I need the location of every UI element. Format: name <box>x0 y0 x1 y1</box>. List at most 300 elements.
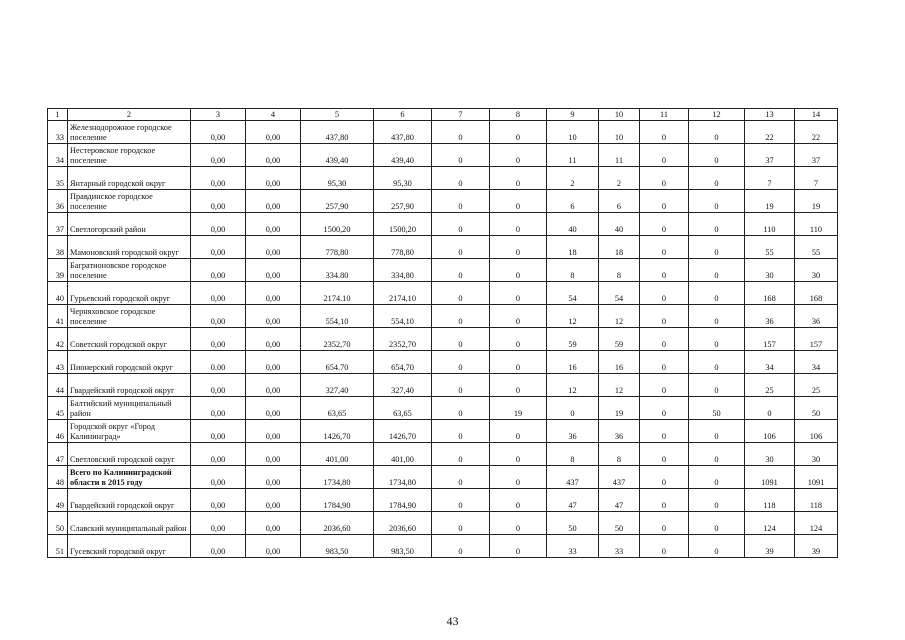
municipality-name: Городской округ «Город Калининград» <box>68 420 191 443</box>
table-cell: 0 <box>490 167 547 190</box>
table-cell: 0,00 <box>191 328 246 351</box>
municipality-name: Балтийский муниципальный район <box>68 397 191 420</box>
table-cell: 55 <box>745 236 795 259</box>
table-cell: 110 <box>795 213 838 236</box>
table-cell: 0,00 <box>246 466 301 489</box>
table-cell: 8 <box>547 443 599 466</box>
table-cell: 0 <box>640 305 689 328</box>
table-cell: 0,00 <box>246 167 301 190</box>
table-row <box>48 328 838 351</box>
table-cell: 50 <box>547 512 599 535</box>
table-cell: 0 <box>640 374 689 397</box>
municipality-name: Гурьевский городской округ <box>68 282 191 305</box>
table-cell: 0,00 <box>246 374 301 397</box>
table-cell: 0 <box>432 190 490 213</box>
header-row <box>48 109 838 121</box>
table-row <box>48 190 838 213</box>
table-cell: 437,80 <box>374 121 432 144</box>
table-cell: 0 <box>640 121 689 144</box>
table-cell: 554,10 <box>301 305 374 328</box>
table-cell: 2 <box>599 167 640 190</box>
table-row <box>48 466 838 489</box>
table-cell: 0 <box>640 535 689 558</box>
table-cell: 0,00 <box>191 190 246 213</box>
table-cell: 0 <box>689 466 745 489</box>
table-cell: 0 <box>432 374 490 397</box>
table-cell: 2036,60 <box>374 512 432 535</box>
table-cell: 0 <box>640 236 689 259</box>
table-row <box>48 305 838 328</box>
row-number: 48 <box>48 466 68 489</box>
table-cell: 0 <box>432 144 490 167</box>
table-cell: 0,00 <box>246 397 301 420</box>
row-number: 51 <box>48 535 68 558</box>
column-header: 12 <box>689 109 745 121</box>
table-row <box>48 213 838 236</box>
table-cell: 439,40 <box>301 144 374 167</box>
table-cell: 95,30 <box>301 167 374 190</box>
table-row <box>48 259 838 282</box>
table-row <box>48 420 838 443</box>
row-number: 46 <box>48 420 68 443</box>
row-number: 33 <box>48 121 68 144</box>
table-cell: 10 <box>547 121 599 144</box>
municipality-name: Гусевский городской округ <box>68 535 191 558</box>
table-cell: 37 <box>795 144 838 167</box>
table-cell: 54 <box>599 282 640 305</box>
table-cell: 47 <box>547 489 599 512</box>
table-cell: 0 <box>432 121 490 144</box>
table-cell: 30 <box>795 443 838 466</box>
table-cell: 39 <box>795 535 838 558</box>
table-cell: 0 <box>689 328 745 351</box>
municipality-name: Славский муниципальный район <box>68 512 191 535</box>
table-cell: 0 <box>689 259 745 282</box>
table-cell: 25 <box>745 374 795 397</box>
table-cell: 0 <box>640 213 689 236</box>
table-cell: 0 <box>490 236 547 259</box>
table-cell: 0 <box>432 443 490 466</box>
table-row <box>48 282 838 305</box>
table-cell: 0,00 <box>191 236 246 259</box>
table-cell: 2352,70 <box>301 328 374 351</box>
table-cell: 0 <box>689 305 745 328</box>
table-cell: 401,00 <box>301 443 374 466</box>
table-cell: 1500,20 <box>374 213 432 236</box>
table-cell: 0 <box>640 328 689 351</box>
row-number: 50 <box>48 512 68 535</box>
table-cell: 110 <box>745 213 795 236</box>
table-cell: 157 <box>745 328 795 351</box>
table-cell: 50 <box>599 512 640 535</box>
table-cell: 59 <box>547 328 599 351</box>
table-cell: 39 <box>745 535 795 558</box>
table-cell: 63,65 <box>301 397 374 420</box>
table-cell: 1091 <box>795 466 838 489</box>
table-cell: 0 <box>689 420 745 443</box>
table-cell: 0,00 <box>191 259 246 282</box>
table-cell: 0 <box>490 374 547 397</box>
table-cell: 0 <box>689 121 745 144</box>
table-cell: 0 <box>745 397 795 420</box>
table-cell: 0 <box>432 397 490 420</box>
table-cell: 2036,60 <box>301 512 374 535</box>
table-cell: 18 <box>599 236 640 259</box>
row-number: 39 <box>48 259 68 282</box>
table-cell: 0 <box>640 144 689 167</box>
column-header: 14 <box>795 109 838 121</box>
table-cell: 0,00 <box>191 167 246 190</box>
table-cell: 0 <box>432 535 490 558</box>
municipality-name: Советский городской округ <box>68 328 191 351</box>
row-number: 41 <box>48 305 68 328</box>
table-cell: 0 <box>547 397 599 420</box>
table-cell: 334,80 <box>374 259 432 282</box>
table-cell: 0 <box>490 489 547 512</box>
table-cell: 8 <box>599 443 640 466</box>
table-cell: 0 <box>640 512 689 535</box>
table-cell: 0,00 <box>246 351 301 374</box>
table-cell: 0,00 <box>191 512 246 535</box>
table-cell: 0,00 <box>191 144 246 167</box>
table-cell: 1784,90 <box>374 489 432 512</box>
table-cell: 0 <box>490 512 547 535</box>
table-cell: 2 <box>547 167 599 190</box>
table-cell: 30 <box>745 259 795 282</box>
table-cell: 16 <box>599 351 640 374</box>
table-cell: 0 <box>689 144 745 167</box>
table-cell: 327,40 <box>374 374 432 397</box>
table-cell: 0 <box>432 236 490 259</box>
table-cell: 118 <box>745 489 795 512</box>
table-cell: 1091 <box>745 466 795 489</box>
table-cell: 10 <box>599 121 640 144</box>
table-row <box>48 443 838 466</box>
table-cell: 0 <box>640 167 689 190</box>
table-cell: 30 <box>795 259 838 282</box>
column-header: 10 <box>599 109 640 121</box>
table-cell: 0 <box>640 397 689 420</box>
table-cell: 33 <box>599 535 640 558</box>
table-cell: 983,50 <box>374 535 432 558</box>
table-cell: 0,00 <box>191 121 246 144</box>
table-cell: 401,00 <box>374 443 432 466</box>
table-cell: 1734,80 <box>301 466 374 489</box>
table-cell: 0 <box>689 512 745 535</box>
table-cell: 0 <box>432 213 490 236</box>
table-cell: 0 <box>490 121 547 144</box>
table-cell: 12 <box>547 374 599 397</box>
table-cell: 0 <box>640 443 689 466</box>
table-cell: 0.00 <box>191 351 246 374</box>
column-header: 2 <box>68 109 191 121</box>
table-row <box>48 535 838 558</box>
column-header: 4 <box>246 109 301 121</box>
table-cell: 437 <box>599 466 640 489</box>
table-cell: 19 <box>745 190 795 213</box>
table-cell: 334.80 <box>301 259 374 282</box>
table-cell: 106 <box>745 420 795 443</box>
row-number: 47 <box>48 443 68 466</box>
municipality-name: Янтарный городской округ <box>68 167 191 190</box>
table-row <box>48 167 838 190</box>
table-cell: 0,00 <box>246 443 301 466</box>
table-cell: 0 <box>432 489 490 512</box>
table-cell: 0 <box>490 305 547 328</box>
table-cell: 118 <box>795 489 838 512</box>
row-number: 37 <box>48 213 68 236</box>
table-cell: 54 <box>547 282 599 305</box>
table-cell: 168 <box>795 282 838 305</box>
table-cell: 12 <box>599 374 640 397</box>
table-row <box>48 236 838 259</box>
municipality-name: Гвардейский городской округ <box>68 489 191 512</box>
table-cell: 0,00 <box>246 213 301 236</box>
page-number: 43 <box>446 614 459 628</box>
table-row <box>48 489 838 512</box>
municipality-name: Гвардейский городской округ <box>68 374 191 397</box>
table-cell: 18 <box>547 236 599 259</box>
table-cell: 0,00 <box>191 535 246 558</box>
table-cell: 16 <box>547 351 599 374</box>
table-cell: 55 <box>795 236 838 259</box>
table-cell: 50 <box>689 397 745 420</box>
table-row <box>48 374 838 397</box>
column-header: 11 <box>640 109 689 121</box>
table-cell: 0 <box>640 190 689 213</box>
municipality-name: Нестеровское городское поселение <box>68 144 191 167</box>
table-cell: 0 <box>689 443 745 466</box>
municipality-name: Железнодорожное городское поселение <box>68 121 191 144</box>
table-cell: 0 <box>689 213 745 236</box>
table-cell: 0 <box>640 420 689 443</box>
column-header: 9 <box>547 109 599 121</box>
table-cell: 6 <box>547 190 599 213</box>
table-cell: 778,80 <box>374 236 432 259</box>
row-number: 36 <box>48 190 68 213</box>
table-cell: 0 <box>490 144 547 167</box>
table-cell: 30 <box>745 443 795 466</box>
table-cell: 40 <box>547 213 599 236</box>
table-cell: 0 <box>640 282 689 305</box>
table-cell: 0,00 <box>246 489 301 512</box>
table-cell: 327,40 <box>301 374 374 397</box>
table-cell: 257,90 <box>374 190 432 213</box>
table-row <box>48 144 838 167</box>
municipality-name: Багратионовское городское поселение <box>68 259 191 282</box>
table-cell: 34 <box>745 351 795 374</box>
table-cell: 0,00 <box>246 144 301 167</box>
row-number: 38 <box>48 236 68 259</box>
table-cell: 36 <box>795 305 838 328</box>
table-cell: 1426,70 <box>301 420 374 443</box>
municipality-name: Черняховское городское поселение <box>68 305 191 328</box>
table-cell: 0,00 <box>191 213 246 236</box>
table-cell: 0 <box>432 420 490 443</box>
table-cell: 0 <box>689 535 745 558</box>
row-number: 40 <box>48 282 68 305</box>
column-header: 8 <box>490 109 547 121</box>
table-cell: 6 <box>599 190 640 213</box>
table-cell: 654,70 <box>374 351 432 374</box>
table-cell: 0,00 <box>191 282 246 305</box>
table-cell: 0 <box>490 466 547 489</box>
table-cell: 12 <box>547 305 599 328</box>
table-cell: 47 <box>599 489 640 512</box>
table-cell: 8 <box>599 259 640 282</box>
table-cell: 0 <box>640 466 689 489</box>
table-cell: 2352,70 <box>374 328 432 351</box>
table-cell: 22 <box>795 121 838 144</box>
municipality-name: Всего по Калининградской области в 2015 году <box>68 466 191 489</box>
table-cell: 0 <box>689 190 745 213</box>
table-cell: 124 <box>745 512 795 535</box>
table-cell: 0,00 <box>191 420 246 443</box>
table-cell: 0 <box>432 259 490 282</box>
municipality-name: Светлогорский район <box>68 213 191 236</box>
column-header: 5 <box>301 109 374 121</box>
table-cell: 95,30 <box>374 167 432 190</box>
table-cell: 36 <box>745 305 795 328</box>
table-cell: 554,10 <box>374 305 432 328</box>
table-cell: 1734,80 <box>374 466 432 489</box>
table-cell: 0,00 <box>191 305 246 328</box>
municipality-name: Мамоновский городской округ <box>68 236 191 259</box>
table-cell: 0 <box>432 351 490 374</box>
row-number: 45 <box>48 397 68 420</box>
municipality-name: Пионерский городской округ <box>68 351 191 374</box>
table-cell: 124 <box>795 512 838 535</box>
table-cell: 0 <box>490 328 547 351</box>
table-cell: 0 <box>432 305 490 328</box>
table-cell: 37 <box>745 144 795 167</box>
column-header: 3 <box>191 109 246 121</box>
row-number: 43 <box>48 351 68 374</box>
table-cell: 0 <box>490 213 547 236</box>
table-cell: 19 <box>795 190 838 213</box>
column-header: 13 <box>745 109 795 121</box>
table-cell: 59 <box>599 328 640 351</box>
table-cell: 50 <box>795 397 838 420</box>
table-cell: 36 <box>599 420 640 443</box>
table-cell: 0 <box>640 351 689 374</box>
table-cell: 0 <box>689 489 745 512</box>
table-cell: 25 <box>795 374 838 397</box>
table-cell: 19 <box>599 397 640 420</box>
table-cell: 0 <box>432 282 490 305</box>
table-cell: 0 <box>432 512 490 535</box>
table-cell: 0 <box>490 420 547 443</box>
table-cell: 1426,70 <box>374 420 432 443</box>
table-cell: 0,00 <box>246 535 301 558</box>
table-cell: 106 <box>795 420 838 443</box>
table-cell: 437 <box>547 466 599 489</box>
table-cell: 0 <box>432 167 490 190</box>
table-cell: 437,80 <box>301 121 374 144</box>
table-cell: 36 <box>547 420 599 443</box>
table-cell: 0,00 <box>246 236 301 259</box>
table-cell: 2174.10 <box>301 282 374 305</box>
table-cell: 0 <box>689 282 745 305</box>
table-cell: 0,00 <box>246 328 301 351</box>
table-row <box>48 512 838 535</box>
row-number: 42 <box>48 328 68 351</box>
row-number: 34 <box>48 144 68 167</box>
table-cell: 33 <box>547 535 599 558</box>
table-cell: 168 <box>745 282 795 305</box>
table-cell: 0 <box>432 328 490 351</box>
table-cell: 0,00 <box>191 443 246 466</box>
table-cell: 0 <box>689 236 745 259</box>
table-cell: 11 <box>547 144 599 167</box>
municipality-name: Правдинское городское поселение <box>68 190 191 213</box>
table-cell: 34 <box>795 351 838 374</box>
table-cell: 40 <box>599 213 640 236</box>
table-cell: 0 <box>490 443 547 466</box>
table-row <box>48 351 838 374</box>
table-cell: 7 <box>795 167 838 190</box>
table-cell: 7 <box>745 167 795 190</box>
table-cell: 0 <box>640 489 689 512</box>
table-cell: 0 <box>689 351 745 374</box>
column-header: 7 <box>432 109 490 121</box>
table-cell: 0,00 <box>191 397 246 420</box>
table-cell: 0 <box>689 167 745 190</box>
table-cell: 2174,10 <box>374 282 432 305</box>
table-cell: 983,50 <box>301 535 374 558</box>
table-row <box>48 121 838 144</box>
table-cell: 11 <box>599 144 640 167</box>
table-cell: 0 <box>640 259 689 282</box>
table-cell: 0 <box>490 282 547 305</box>
table-cell: 0,00 <box>246 190 301 213</box>
table-cell: 0,00 <box>246 512 301 535</box>
table-cell: 0,00 <box>246 259 301 282</box>
table-cell: 0,00 <box>246 420 301 443</box>
table-cell: 0,00 <box>191 466 246 489</box>
table-row <box>48 397 838 420</box>
row-number: 49 <box>48 489 68 512</box>
column-header: 1 <box>48 109 68 121</box>
table-cell: 1500,20 <box>301 213 374 236</box>
table-cell: 0,00 <box>246 121 301 144</box>
table-cell: 257,90 <box>301 190 374 213</box>
table-cell: 654.70 <box>301 351 374 374</box>
table-cell: 157 <box>795 328 838 351</box>
table-cell: 0 <box>490 190 547 213</box>
table-cell: 0,00 <box>246 305 301 328</box>
table-cell: 0 <box>689 374 745 397</box>
table-cell: 0 <box>490 351 547 374</box>
table-cell: 63,65 <box>374 397 432 420</box>
row-number: 44 <box>48 374 68 397</box>
table-cell: 0,00 <box>191 374 246 397</box>
table-cell: 0 <box>490 259 547 282</box>
table-cell: 0 <box>432 466 490 489</box>
row-number: 35 <box>48 167 68 190</box>
table-cell: 0,00 <box>191 489 246 512</box>
table-cell: 439,40 <box>374 144 432 167</box>
table-cell: 1784,90 <box>301 489 374 512</box>
table-cell: 19 <box>490 397 547 420</box>
table-cell: 0 <box>490 535 547 558</box>
data-table <box>47 108 838 558</box>
table-cell: 8 <box>547 259 599 282</box>
table-cell: 0,00 <box>246 282 301 305</box>
table-cell: 12 <box>599 305 640 328</box>
column-header: 6 <box>374 109 432 121</box>
municipality-name: Светловский городской округ <box>68 443 191 466</box>
